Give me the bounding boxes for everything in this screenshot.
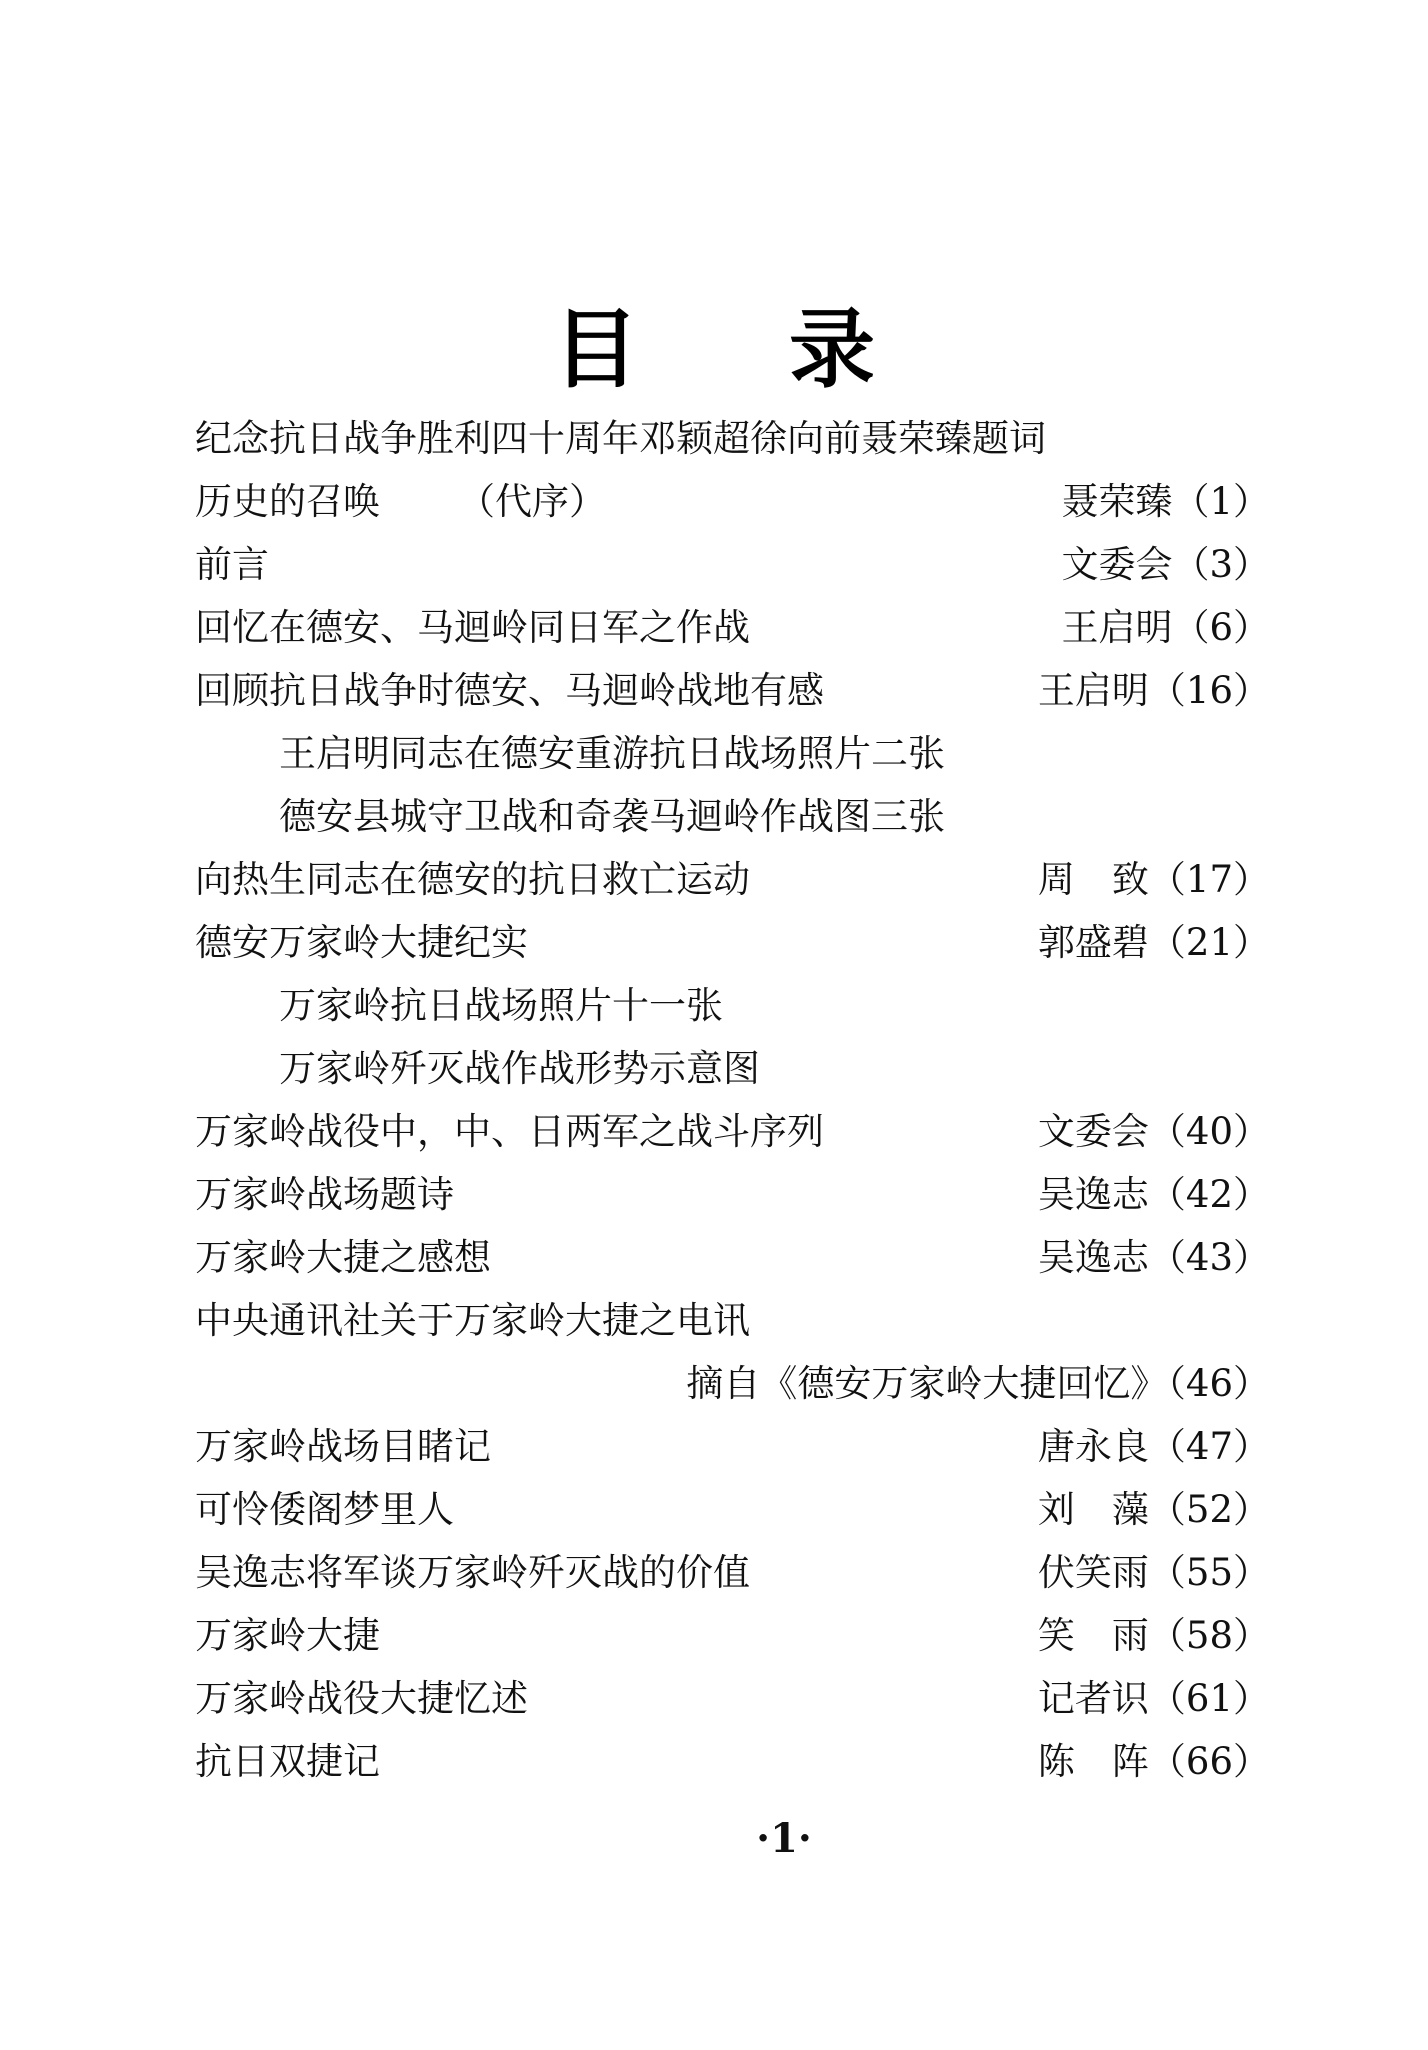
toc-entry-title: 王启明同志在德安重游抗日战场照片二张 xyxy=(279,732,945,775)
toc-entry-author: 唐永良（47） xyxy=(1037,1425,1270,1468)
toc-entry-author: 王启明（16） xyxy=(1037,669,1270,712)
toc-entry-title: 可怜倭阁梦里人 xyxy=(195,1488,454,1531)
toc-entry-author: 陈 阵（66） xyxy=(1037,1740,1270,1783)
toc-entry-author: 聂荣臻（1） xyxy=(1061,480,1270,523)
toc-entry xyxy=(195,723,1270,785)
toc-entry xyxy=(195,786,1270,848)
toc-entry-author: 王启明（6） xyxy=(1061,606,1270,649)
toc-entry xyxy=(195,1416,1270,1478)
toc-entry-author: 郭盛碧（21） xyxy=(1037,921,1270,964)
toc-entry-title: 德安县城守卫战和奇袭马迴岭作战图三张 xyxy=(279,795,945,838)
toc-entry-title: 历史的召唤 xyxy=(195,480,380,523)
page-title: 目录 xyxy=(553,300,1025,400)
toc-entry xyxy=(195,597,1270,659)
toc-entry-source: 摘自《德安万家岭大捷回忆》（46） xyxy=(686,1362,1270,1405)
toc-entry-title: 前言 xyxy=(195,543,269,586)
toc-entry xyxy=(195,849,1270,911)
toc-entry-title: 纪念抗日战争胜利四十周年邓颖超徐向前聂荣臻题词 xyxy=(195,417,1046,460)
toc-entry xyxy=(195,1605,1270,1667)
toc-entry-author: 笑 雨（58） xyxy=(1037,1614,1270,1657)
toc-entry-author: 吴逸志（42） xyxy=(1037,1173,1270,1216)
toc-entry-title: 回忆在德安、马迴岭同日军之作战 xyxy=(195,606,750,649)
toc-entry xyxy=(195,471,1270,533)
toc-entry-title: 向热生同志在德安的抗日救亡运动 xyxy=(195,858,750,901)
toc-entry-title: 万家岭战场目睹记 xyxy=(195,1425,491,1468)
toc-entry-title: 万家岭大捷之感想 xyxy=(195,1236,491,1279)
toc-entry-title: 中央通讯社关于万家岭大捷之电讯 xyxy=(195,1299,750,1342)
toc-entry xyxy=(195,408,1270,470)
toc-entry-title: 万家岭战役中，中、日两军之战斗序列 xyxy=(195,1110,824,1153)
toc-entry xyxy=(195,912,1270,974)
toc-entry-title: 吴逸志将军谈万家岭歼灭战的价值 xyxy=(195,1551,750,1594)
toc-entry xyxy=(195,1038,1270,1100)
toc-entry-author: 文委会（3） xyxy=(1061,543,1270,586)
toc-entry-title: 万家岭歼灭战作战形势示意图 xyxy=(279,1047,760,1090)
toc-entry-title: 德安万家岭大捷纪实 xyxy=(195,921,528,964)
toc-entry xyxy=(195,1479,1270,1541)
toc-entry xyxy=(195,1731,1270,1793)
toc-entry xyxy=(195,1668,1270,1730)
toc-entry xyxy=(195,534,1270,596)
toc-entry xyxy=(195,975,1270,1037)
toc-entry-title-wrap xyxy=(195,471,606,533)
toc-entry-note: （代序） xyxy=(458,480,606,523)
toc-entry-title: 回顾抗日战争时德安、马迴岭战地有感 xyxy=(195,669,824,712)
toc-entry-author: 文委会（40） xyxy=(1037,1110,1270,1153)
toc-entry-author: 刘 藻（52） xyxy=(1037,1488,1270,1531)
toc-entry xyxy=(195,1227,1270,1289)
toc-entry xyxy=(195,1290,1270,1352)
toc-entry xyxy=(195,1353,1270,1415)
toc-entry-title: 万家岭战役大捷忆述 xyxy=(195,1677,528,1720)
toc-entry-author: 伏笑雨（55） xyxy=(1037,1551,1270,1594)
toc-entry xyxy=(195,1101,1270,1163)
page-number: ·1· xyxy=(756,1815,812,1862)
toc-entry-title: 抗日双捷记 xyxy=(195,1740,380,1783)
toc-entry xyxy=(195,1164,1270,1226)
toc-entry-title: 万家岭抗日战场照片十一张 xyxy=(279,984,723,1027)
toc-entry-title: 万家岭战场题诗 xyxy=(195,1173,454,1216)
toc-entry-author: 记者识（61） xyxy=(1037,1677,1270,1720)
toc-entry-author: 周 致（17） xyxy=(1037,858,1270,901)
toc-entry xyxy=(195,1542,1270,1604)
toc-entry-title: 万家岭大捷 xyxy=(195,1614,380,1657)
toc-entry-author: 吴逸志（43） xyxy=(1037,1236,1270,1279)
toc-entry xyxy=(195,660,1270,722)
